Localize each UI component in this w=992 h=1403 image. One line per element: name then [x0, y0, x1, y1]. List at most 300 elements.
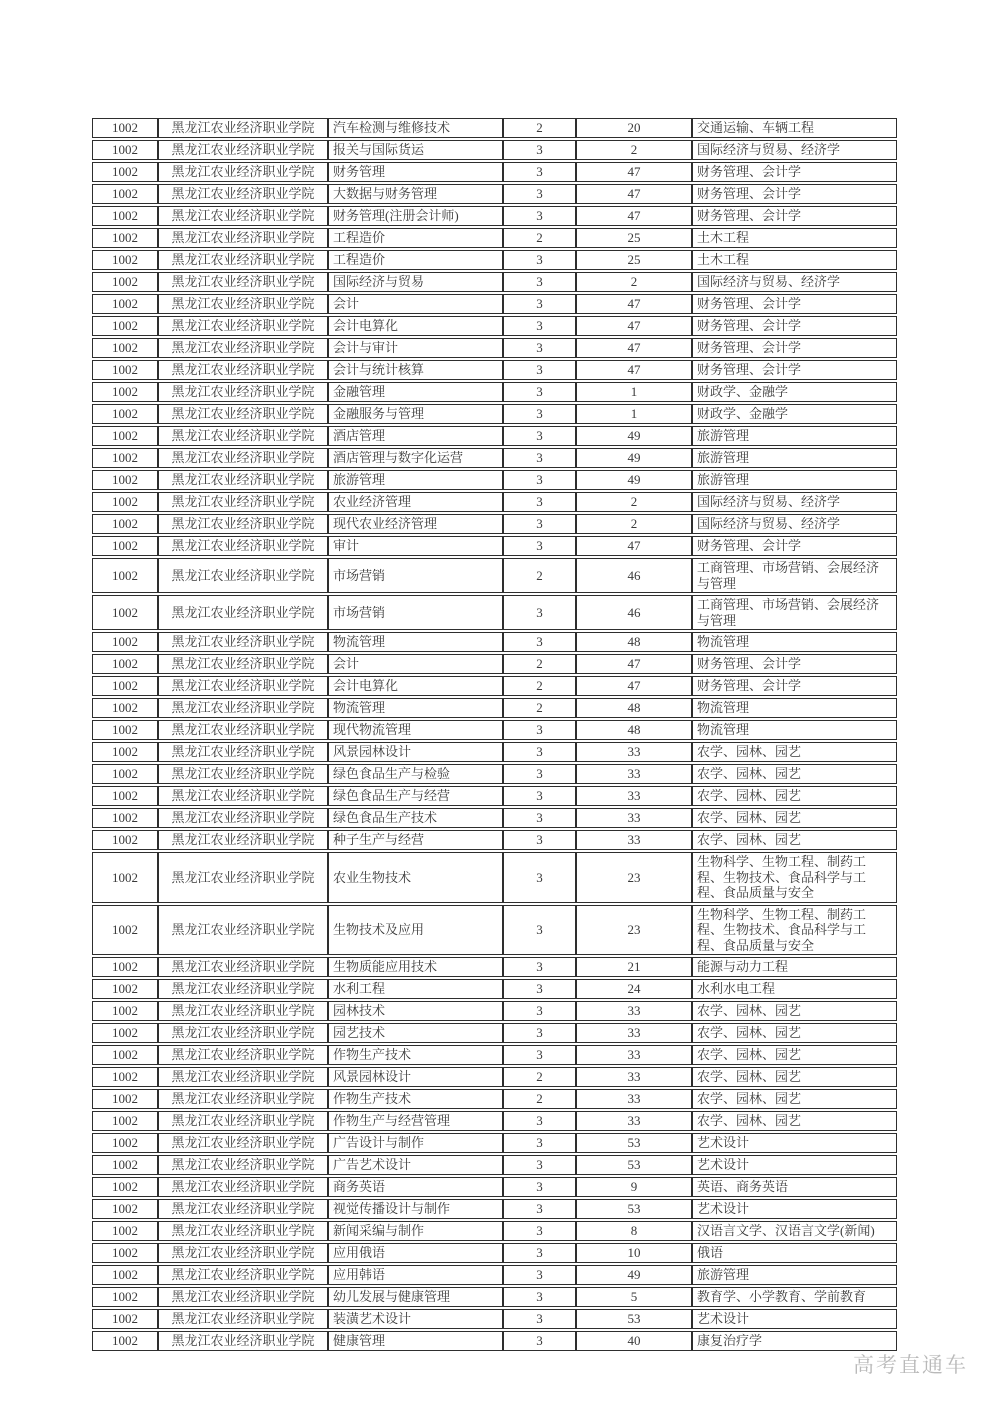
major-name-cell: 广告设计与制作	[328, 1133, 503, 1153]
related-majors-cell: 汉语言文学、汉语言文学(新闻)	[692, 1221, 897, 1241]
college-name-cell: 黑龙江农业经济职业学院	[158, 1243, 328, 1263]
major-name-cell: 园艺技术	[328, 1023, 503, 1043]
table-row	[92, 360, 897, 380]
table-row	[92, 338, 897, 358]
school-code-cell: 1002	[92, 1177, 158, 1197]
school-code-cell: 1002	[92, 1089, 158, 1109]
major-code-cell: 10	[576, 1243, 692, 1263]
years-cell: 3	[503, 536, 576, 556]
years-cell: 3	[503, 1199, 576, 1219]
major-name-cell: 幼儿发展与健康管理	[328, 1287, 503, 1307]
school-code-cell: 1002	[92, 250, 158, 270]
major-code-cell: 23	[576, 852, 692, 903]
major-code-cell: 46	[576, 558, 692, 593]
major-name-cell: 生物质能应用技术	[328, 957, 503, 977]
major-code-cell: 2	[576, 492, 692, 512]
major-name-cell: 应用韩语	[328, 1265, 503, 1285]
years-cell: 3	[503, 250, 576, 270]
related-majors-cell: 财政学、金融学	[692, 382, 897, 402]
school-code-cell: 1002	[92, 905, 158, 956]
school-code-cell: 1002	[92, 316, 158, 336]
table-row	[92, 558, 897, 593]
related-majors-cell: 物流管理	[692, 632, 897, 652]
college-name-cell: 黑龙江农业经济职业学院	[158, 404, 328, 424]
college-name-cell: 黑龙江农业经济职业学院	[158, 492, 328, 512]
table-row	[92, 1243, 897, 1263]
majors-table-body	[92, 118, 897, 1351]
related-majors-cell: 康复治疗学	[692, 1331, 897, 1351]
major-name-cell: 视觉传播设计与制作	[328, 1199, 503, 1219]
major-name-cell: 会计电算化	[328, 316, 503, 336]
college-name-cell: 黑龙江农业经济职业学院	[158, 1001, 328, 1021]
school-code-cell: 1002	[92, 1265, 158, 1285]
related-majors-cell: 工商管理、市场营销、会展经济与管理	[692, 558, 897, 593]
major-code-cell: 2	[576, 272, 692, 292]
related-majors-cell: 财务管理、会计学	[692, 676, 897, 696]
college-name-cell: 黑龙江农业经济职业学院	[158, 852, 328, 903]
table-row	[92, 1265, 897, 1285]
college-name-cell: 黑龙江农业经济职业学院	[158, 676, 328, 696]
related-majors-cell: 财务管理、会计学	[692, 162, 897, 182]
years-cell: 3	[503, 957, 576, 977]
table-row	[92, 1089, 897, 1109]
school-code-cell: 1002	[92, 1287, 158, 1307]
school-code-cell: 1002	[92, 206, 158, 226]
major-code-cell: 25	[576, 250, 692, 270]
major-code-cell: 33	[576, 1111, 692, 1131]
school-code-cell: 1002	[92, 118, 158, 138]
major-code-cell: 33	[576, 1045, 692, 1065]
school-code-cell: 1002	[92, 1221, 158, 1241]
related-majors-cell: 农学、园林、园艺	[692, 830, 897, 850]
major-name-cell: 大数据与财务管理	[328, 184, 503, 204]
college-name-cell: 黑龙江农业经济职业学院	[158, 140, 328, 160]
table-row	[92, 595, 897, 630]
years-cell: 2	[503, 676, 576, 696]
major-code-cell: 47	[576, 338, 692, 358]
college-name-cell: 黑龙江农业经济职业学院	[158, 720, 328, 740]
major-name-cell: 园林技术	[328, 1001, 503, 1021]
major-code-cell: 33	[576, 1067, 692, 1087]
school-code-cell: 1002	[92, 852, 158, 903]
table-row	[92, 294, 897, 314]
years-cell: 3	[503, 1177, 576, 1197]
school-code-cell: 1002	[92, 632, 158, 652]
college-name-cell: 黑龙江农业经济职业学院	[158, 250, 328, 270]
related-majors-cell: 生物科学、生物工程、制药工程、生物技术、食品科学与工程、食品质量与安全	[692, 852, 897, 903]
school-code-cell: 1002	[92, 957, 158, 977]
major-code-cell: 33	[576, 764, 692, 784]
table-row	[92, 184, 897, 204]
related-majors-cell: 物流管理	[692, 720, 897, 740]
years-cell: 3	[503, 470, 576, 490]
major-code-cell: 49	[576, 1265, 692, 1285]
college-name-cell: 黑龙江农业经济职业学院	[158, 162, 328, 182]
college-name-cell: 黑龙江农业经济职业学院	[158, 1265, 328, 1285]
related-majors-cell: 农学、园林、园艺	[692, 1023, 897, 1043]
years-cell: 3	[503, 1265, 576, 1285]
college-name-cell: 黑龙江农业经济职业学院	[158, 272, 328, 292]
school-code-cell: 1002	[92, 786, 158, 806]
major-name-cell: 物流管理	[328, 632, 503, 652]
table-row	[92, 492, 897, 512]
related-majors-cell: 农学、园林、园艺	[692, 1045, 897, 1065]
college-name-cell: 黑龙江农业经济职业学院	[158, 382, 328, 402]
years-cell: 3	[503, 448, 576, 468]
school-code-cell: 1002	[92, 830, 158, 850]
school-code-cell: 1002	[92, 698, 158, 718]
school-code-cell: 1002	[92, 1001, 158, 1021]
related-majors-cell: 农学、园林、园艺	[692, 786, 897, 806]
college-name-cell: 黑龙江农业经济职业学院	[158, 1155, 328, 1175]
major-name-cell: 旅游管理	[328, 470, 503, 490]
table-row	[92, 470, 897, 490]
major-code-cell: 5	[576, 1287, 692, 1307]
major-name-cell: 绿色食品生产技术	[328, 808, 503, 828]
table-row	[92, 404, 897, 424]
major-code-cell: 1	[576, 404, 692, 424]
table-row	[92, 1133, 897, 1153]
related-majors-cell: 国际经济与贸易、经济学	[692, 140, 897, 160]
major-name-cell: 生物技术及应用	[328, 905, 503, 956]
related-majors-cell: 旅游管理	[692, 448, 897, 468]
school-code-cell: 1002	[92, 404, 158, 424]
related-majors-cell: 土木工程	[692, 228, 897, 248]
related-majors-cell: 农学、园林、园艺	[692, 742, 897, 762]
college-name-cell: 黑龙江农业经济职业学院	[158, 808, 328, 828]
major-name-cell: 报关与国际货运	[328, 140, 503, 160]
college-name-cell: 黑龙江农业经济职业学院	[158, 905, 328, 956]
related-majors-cell: 水利水电工程	[692, 979, 897, 999]
major-code-cell: 46	[576, 595, 692, 630]
college-name-cell: 黑龙江农业经济职业学院	[158, 1045, 328, 1065]
related-majors-cell: 生物科学、生物工程、制药工程、生物技术、食品科学与工程、食品质量与安全	[692, 905, 897, 956]
school-code-cell: 1002	[92, 1023, 158, 1043]
major-code-cell: 33	[576, 1001, 692, 1021]
major-code-cell: 48	[576, 720, 692, 740]
years-cell: 3	[503, 1243, 576, 1263]
major-name-cell: 汽车检测与维修技术	[328, 118, 503, 138]
years-cell: 2	[503, 228, 576, 248]
table-row	[92, 514, 897, 534]
major-name-cell: 酒店管理	[328, 426, 503, 446]
years-cell: 2	[503, 118, 576, 138]
related-majors-cell: 财务管理、会计学	[692, 206, 897, 226]
years-cell: 3	[503, 1001, 576, 1021]
related-majors-cell: 财务管理、会计学	[692, 338, 897, 358]
major-code-cell: 33	[576, 1089, 692, 1109]
years-cell: 3	[503, 514, 576, 534]
years-cell: 3	[503, 272, 576, 292]
years-cell: 3	[503, 140, 576, 160]
school-code-cell: 1002	[92, 1155, 158, 1175]
school-code-cell: 1002	[92, 676, 158, 696]
years-cell: 3	[503, 382, 576, 402]
college-name-cell: 黑龙江农业经济职业学院	[158, 1023, 328, 1043]
years-cell: 3	[503, 595, 576, 630]
years-cell: 3	[503, 1155, 576, 1175]
school-code-cell: 1002	[92, 184, 158, 204]
related-majors-cell: 英语、商务英语	[692, 1177, 897, 1197]
major-name-cell: 会计与统计核算	[328, 360, 503, 380]
college-name-cell: 黑龙江农业经济职业学院	[158, 830, 328, 850]
school-code-cell: 1002	[92, 764, 158, 784]
major-code-cell: 2	[576, 140, 692, 160]
college-name-cell: 黑龙江农业经济职业学院	[158, 1199, 328, 1219]
table-row	[92, 272, 897, 292]
related-majors-cell: 财务管理、会计学	[692, 184, 897, 204]
college-name-cell: 黑龙江农业经济职业学院	[158, 1133, 328, 1153]
college-name-cell: 黑龙江农业经济职业学院	[158, 470, 328, 490]
college-name-cell: 黑龙江农业经济职业学院	[158, 632, 328, 652]
college-name-cell: 黑龙江农业经济职业学院	[158, 536, 328, 556]
table-row	[92, 654, 897, 674]
related-majors-cell: 财务管理、会计学	[692, 316, 897, 336]
related-majors-cell: 农学、园林、园艺	[692, 1089, 897, 1109]
table-row	[92, 1221, 897, 1241]
major-code-cell: 49	[576, 448, 692, 468]
college-name-cell: 黑龙江农业经济职业学院	[158, 1287, 328, 1307]
major-name-cell: 市场营销	[328, 558, 503, 593]
college-name-cell: 黑龙江农业经济职业学院	[158, 1089, 328, 1109]
college-name-cell: 黑龙江农业经济职业学院	[158, 426, 328, 446]
school-code-cell: 1002	[92, 1199, 158, 1219]
table-row	[92, 1045, 897, 1065]
major-name-cell: 财务管理	[328, 162, 503, 182]
major-code-cell: 47	[576, 206, 692, 226]
school-code-cell: 1002	[92, 360, 158, 380]
years-cell: 3	[503, 360, 576, 380]
years-cell: 3	[503, 1045, 576, 1065]
college-name-cell: 黑龙江农业经济职业学院	[158, 764, 328, 784]
table-row	[92, 1067, 897, 1087]
years-cell: 3	[503, 786, 576, 806]
major-name-cell: 商务英语	[328, 1177, 503, 1197]
related-majors-cell: 艺术设计	[692, 1155, 897, 1175]
years-cell: 3	[503, 162, 576, 182]
major-code-cell: 49	[576, 426, 692, 446]
related-majors-cell: 财务管理、会计学	[692, 294, 897, 314]
table-row	[92, 448, 897, 468]
major-name-cell: 酒店管理与数字化运营	[328, 448, 503, 468]
major-name-cell: 现代农业经济管理	[328, 514, 503, 534]
major-code-cell: 8	[576, 1221, 692, 1241]
college-name-cell: 黑龙江农业经济职业学院	[158, 1309, 328, 1329]
major-name-cell: 审计	[328, 536, 503, 556]
school-code-cell: 1002	[92, 514, 158, 534]
major-name-cell: 绿色食品生产与检验	[328, 764, 503, 784]
related-majors-cell: 农学、园林、园艺	[692, 1111, 897, 1131]
years-cell: 3	[503, 808, 576, 828]
major-code-cell: 33	[576, 1023, 692, 1043]
school-code-cell: 1002	[92, 1045, 158, 1065]
related-majors-cell: 艺术设计	[692, 1309, 897, 1329]
table-row	[92, 1199, 897, 1219]
years-cell: 3	[503, 742, 576, 762]
college-name-cell: 黑龙江农业经济职业学院	[158, 698, 328, 718]
related-majors-cell: 土木工程	[692, 250, 897, 270]
related-majors-cell: 农学、园林、园艺	[692, 1067, 897, 1087]
major-name-cell: 会计与审计	[328, 338, 503, 358]
years-cell: 3	[503, 1309, 576, 1329]
years-cell: 3	[503, 764, 576, 784]
college-name-cell: 黑龙江农业经济职业学院	[158, 979, 328, 999]
school-code-cell: 1002	[92, 492, 158, 512]
college-name-cell: 黑龙江农业经济职业学院	[158, 118, 328, 138]
college-name-cell: 黑龙江农业经济职业学院	[158, 654, 328, 674]
college-name-cell: 黑龙江农业经济职业学院	[158, 294, 328, 314]
major-code-cell: 48	[576, 698, 692, 718]
table-row	[92, 720, 897, 740]
table-row	[92, 1023, 897, 1043]
major-code-cell: 49	[576, 470, 692, 490]
related-majors-cell: 财务管理、会计学	[692, 536, 897, 556]
table-row	[92, 852, 897, 903]
table-row	[92, 698, 897, 718]
table-row	[92, 1111, 897, 1131]
major-code-cell: 47	[576, 676, 692, 696]
school-code-cell: 1002	[92, 720, 158, 740]
years-cell: 3	[503, 492, 576, 512]
school-code-cell: 1002	[92, 1067, 158, 1087]
table-row	[92, 1177, 897, 1197]
table-row	[92, 316, 897, 336]
major-code-cell: 20	[576, 118, 692, 138]
years-cell: 3	[503, 1287, 576, 1307]
table-row	[92, 536, 897, 556]
school-code-cell: 1002	[92, 470, 158, 490]
major-name-cell: 财务管理(注册会计师)	[328, 206, 503, 226]
years-cell: 3	[503, 426, 576, 446]
table-row	[92, 786, 897, 806]
years-cell: 2	[503, 654, 576, 674]
years-cell: 3	[503, 338, 576, 358]
table-row	[92, 206, 897, 226]
major-code-cell: 33	[576, 808, 692, 828]
college-name-cell: 黑龙江农业经济职业学院	[158, 338, 328, 358]
major-name-cell: 会计电算化	[328, 676, 503, 696]
related-majors-cell: 农学、园林、园艺	[692, 808, 897, 828]
major-name-cell: 装潢艺术设计	[328, 1309, 503, 1329]
major-name-cell: 金融服务与管理	[328, 404, 503, 424]
major-name-cell: 物流管理	[328, 698, 503, 718]
major-code-cell: 53	[576, 1309, 692, 1329]
major-name-cell: 市场营销	[328, 595, 503, 630]
table-row	[92, 742, 897, 762]
major-name-cell: 绿色食品生产与经营	[328, 786, 503, 806]
school-code-cell: 1002	[92, 1331, 158, 1351]
related-majors-cell: 旅游管理	[692, 426, 897, 446]
major-code-cell: 1	[576, 382, 692, 402]
major-code-cell: 21	[576, 957, 692, 977]
years-cell: 3	[503, 852, 576, 903]
college-name-cell: 黑龙江农业经济职业学院	[158, 595, 328, 630]
related-majors-cell: 物流管理	[692, 698, 897, 718]
school-code-cell: 1002	[92, 426, 158, 446]
majors-table	[92, 116, 897, 1353]
major-code-cell: 25	[576, 228, 692, 248]
years-cell: 2	[503, 1089, 576, 1109]
table-row	[92, 905, 897, 956]
college-name-cell: 黑龙江农业经济职业学院	[158, 1111, 328, 1131]
major-code-cell: 24	[576, 979, 692, 999]
years-cell: 3	[503, 184, 576, 204]
years-cell: 2	[503, 1067, 576, 1087]
years-cell: 3	[503, 720, 576, 740]
college-name-cell: 黑龙江农业经济职业学院	[158, 1067, 328, 1087]
major-code-cell: 53	[576, 1155, 692, 1175]
years-cell: 3	[503, 1111, 576, 1131]
table-row	[92, 1155, 897, 1175]
major-name-cell: 农业生物技术	[328, 852, 503, 903]
table-row	[92, 808, 897, 828]
major-name-cell: 水利工程	[328, 979, 503, 999]
table-row	[92, 250, 897, 270]
major-code-cell: 47	[576, 536, 692, 556]
major-name-cell: 风景园林设计	[328, 742, 503, 762]
major-code-cell: 47	[576, 294, 692, 314]
table-row	[92, 1001, 897, 1021]
years-cell: 3	[503, 1133, 576, 1153]
related-majors-cell: 国际经济与贸易、经济学	[692, 492, 897, 512]
major-code-cell: 47	[576, 654, 692, 674]
table-row	[92, 382, 897, 402]
related-majors-cell: 财务管理、会计学	[692, 654, 897, 674]
school-code-cell: 1002	[92, 162, 158, 182]
school-code-cell: 1002	[92, 1309, 158, 1329]
college-name-cell: 黑龙江农业经济职业学院	[158, 786, 328, 806]
years-cell: 3	[503, 1023, 576, 1043]
years-cell: 3	[503, 632, 576, 652]
major-name-cell: 作物生产与经营管理	[328, 1111, 503, 1131]
major-name-cell: 新闻采编与制作	[328, 1221, 503, 1241]
college-name-cell: 黑龙江农业经济职业学院	[158, 360, 328, 380]
related-majors-cell: 农学、园林、园艺	[692, 1001, 897, 1021]
school-code-cell: 1002	[92, 654, 158, 674]
college-name-cell: 黑龙江农业经济职业学院	[158, 184, 328, 204]
school-code-cell: 1002	[92, 294, 158, 314]
major-code-cell: 40	[576, 1331, 692, 1351]
major-name-cell: 健康管理	[328, 1331, 503, 1351]
years-cell: 2	[503, 558, 576, 593]
major-name-cell: 作物生产技术	[328, 1045, 503, 1065]
table-row	[92, 830, 897, 850]
years-cell: 3	[503, 1221, 576, 1241]
related-majors-cell: 工商管理、市场营销、会展经济与管理	[692, 595, 897, 630]
table-row	[92, 1309, 897, 1329]
related-majors-cell: 财政学、金融学	[692, 404, 897, 424]
table-row	[92, 676, 897, 696]
major-code-cell: 47	[576, 162, 692, 182]
major-name-cell: 广告艺术设计	[328, 1155, 503, 1175]
table-row	[92, 162, 897, 182]
college-name-cell: 黑龙江农业经济职业学院	[158, 514, 328, 534]
college-name-cell: 黑龙江农业经济职业学院	[158, 742, 328, 762]
related-majors-cell: 交通运输、车辆工程	[692, 118, 897, 138]
table-row	[92, 1287, 897, 1307]
related-majors-cell: 国际经济与贸易、经济学	[692, 272, 897, 292]
years-cell: 3	[503, 905, 576, 956]
table-row	[92, 140, 897, 160]
school-code-cell: 1002	[92, 1243, 158, 1263]
school-code-cell: 1002	[92, 448, 158, 468]
related-majors-cell: 教育学、小学教育、学前教育	[692, 1287, 897, 1307]
college-name-cell: 黑龙江农业经济职业学院	[158, 957, 328, 977]
related-majors-cell: 艺术设计	[692, 1133, 897, 1153]
school-code-cell: 1002	[92, 808, 158, 828]
related-majors-cell: 艺术设计	[692, 1199, 897, 1219]
school-code-cell: 1002	[92, 1111, 158, 1131]
